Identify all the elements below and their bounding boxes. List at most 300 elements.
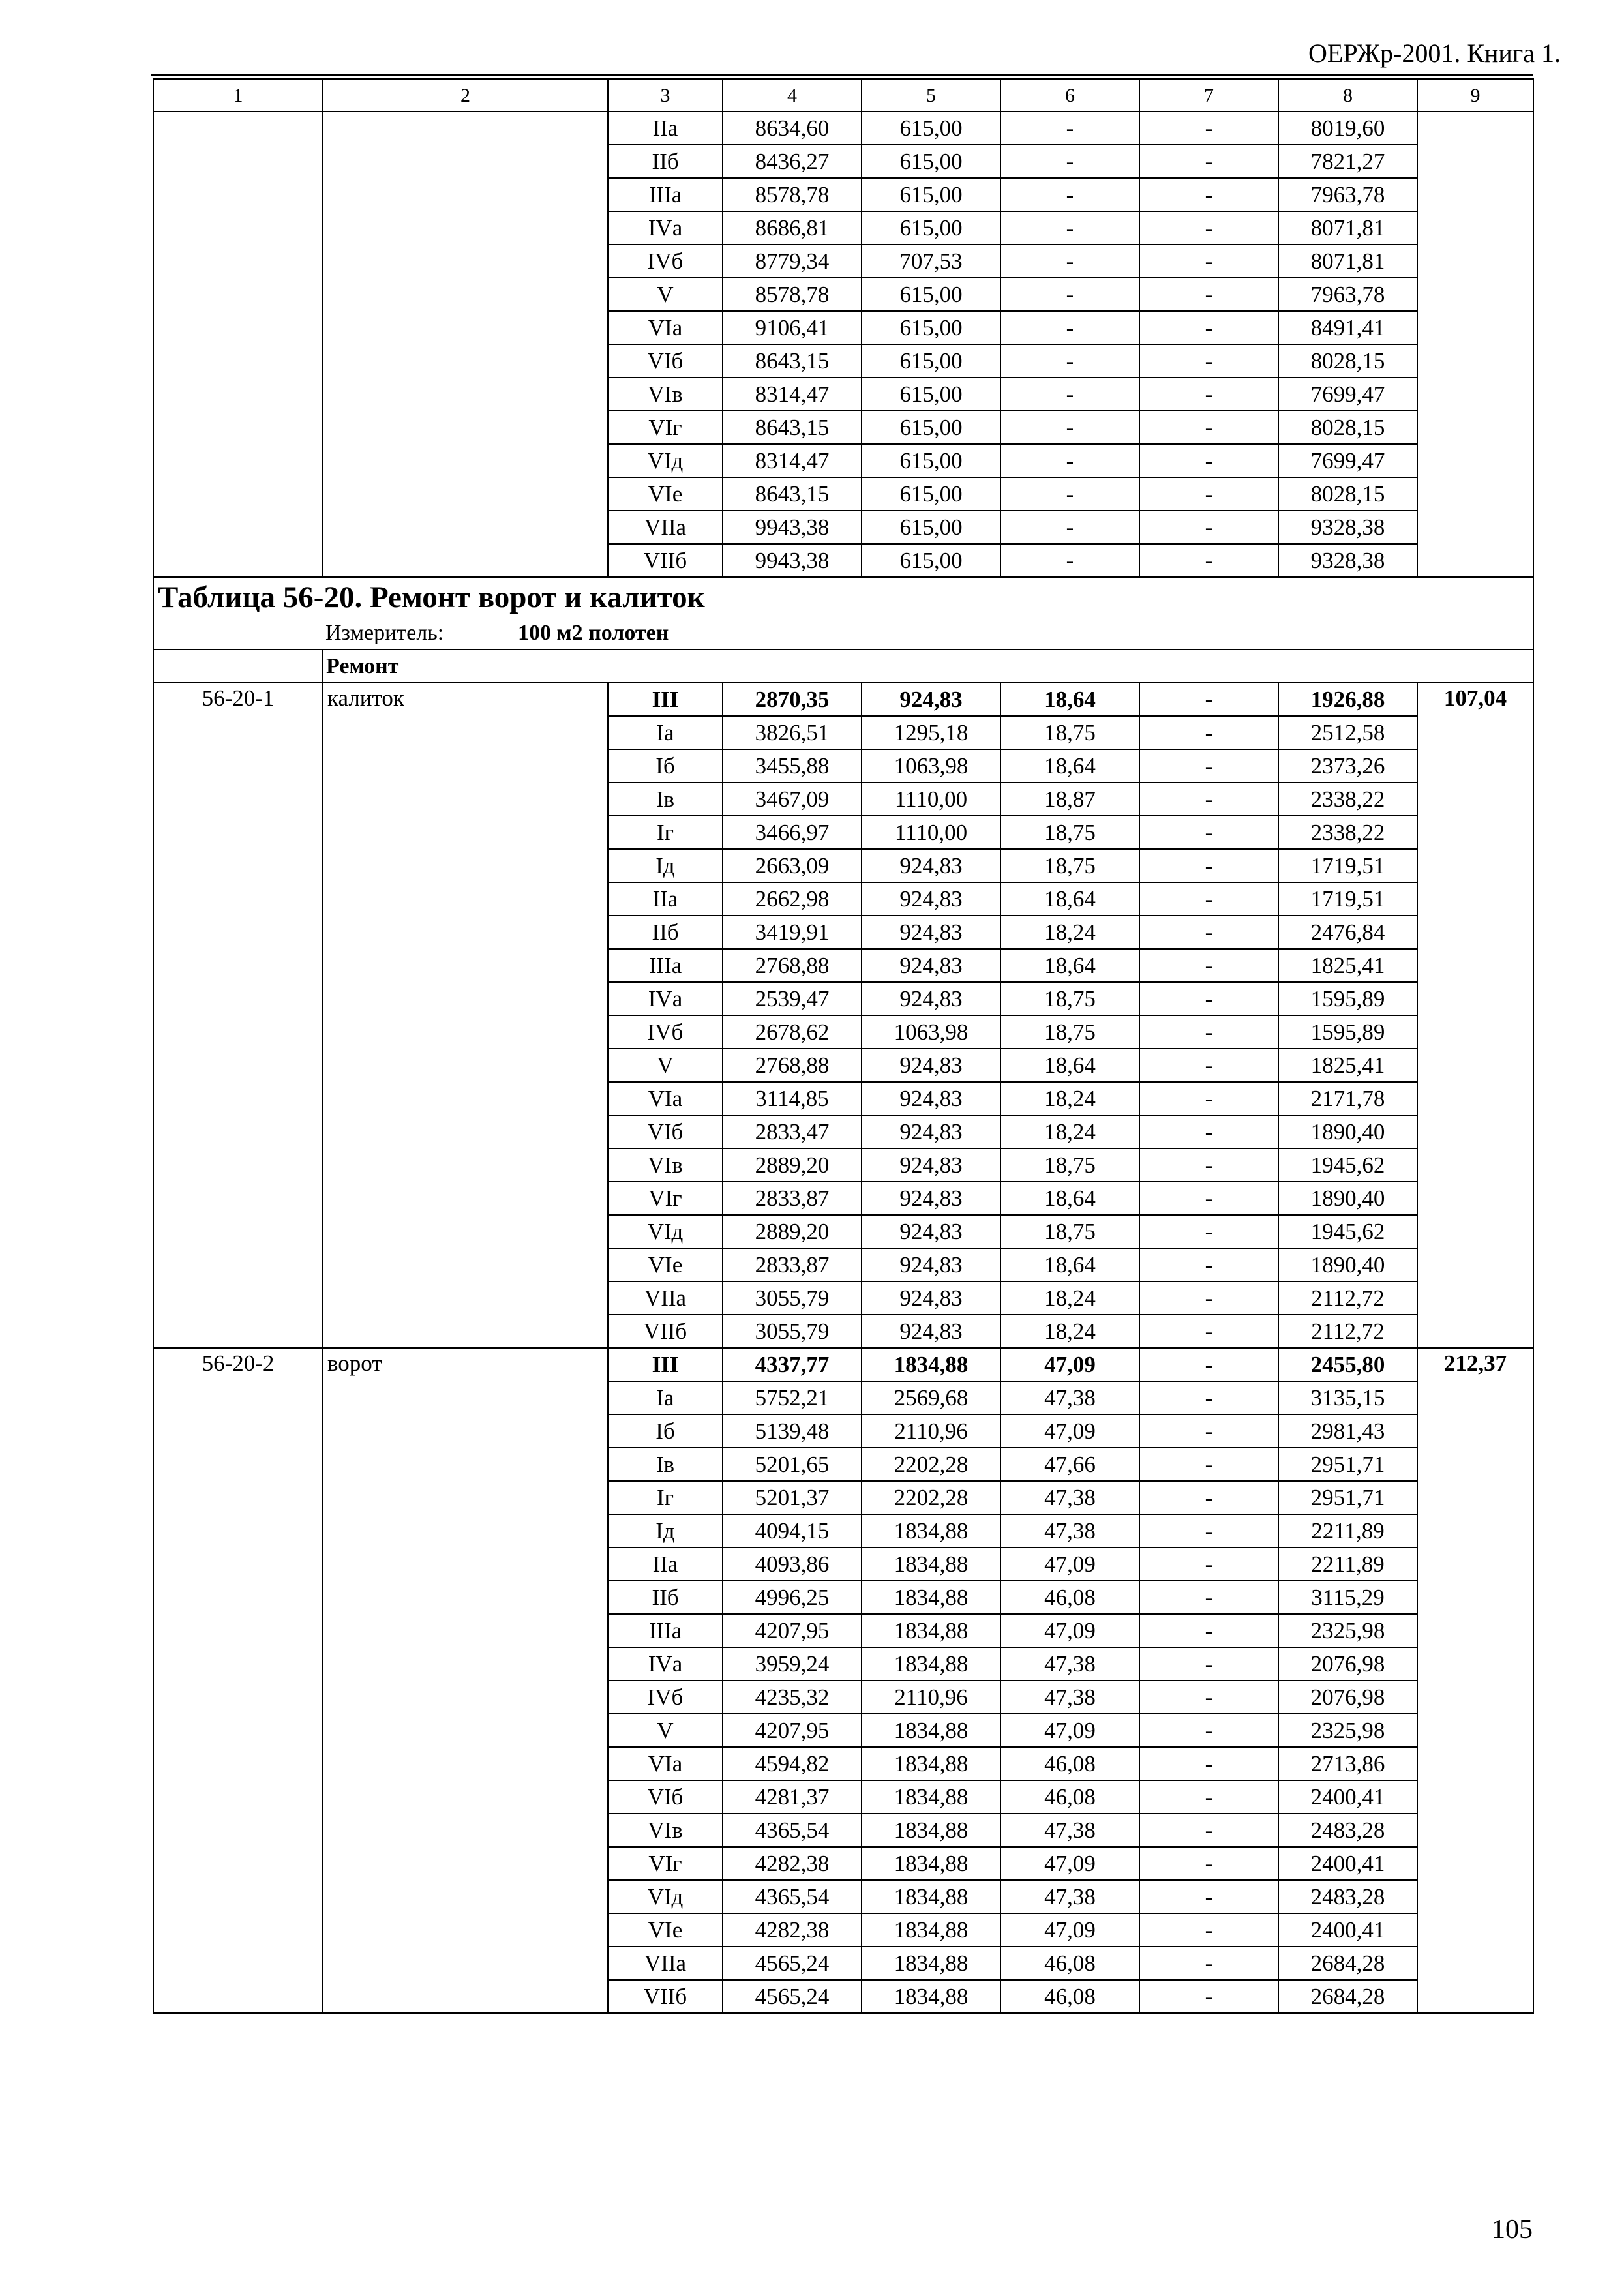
value-cell: Iг [608,1481,723,1514]
value-cell: 1834,88 [862,1947,1000,1980]
value-cell: 9106,41 [723,311,862,344]
value-cell: IIб [608,145,723,178]
value-cell: V [608,278,723,311]
column-number-cell: 3 [608,79,723,112]
value-cell: 2338,22 [1278,783,1417,816]
value-cell: IIIа [608,178,723,211]
value-cell: 924,83 [862,1215,1000,1248]
value-cell: VIIа [608,1281,723,1315]
value-cell: - [1139,1281,1278,1315]
value-cell: VIа [608,1082,723,1115]
value-cell: VIб [608,344,723,378]
value-cell: - [1139,1647,1278,1681]
value-cell: 18,24 [1000,916,1139,949]
value-cell: VIв [608,378,723,411]
column-number-row [153,79,1533,112]
value-cell: - [1139,1315,1278,1348]
table-title: Таблица 56-20. Ремонт ворот и калиток [153,577,1533,617]
value-cell: - [1139,1548,1278,1581]
value-cell: 18,24 [1000,1082,1139,1115]
value-cell: 8028,15 [1278,411,1417,444]
value-cell: 18,64 [1000,683,1139,716]
value-cell: 1834,88 [862,1747,1000,1780]
value-cell: - [1139,1847,1278,1880]
value-cell: V [608,1714,723,1747]
value-cell: 7963,78 [1278,178,1417,211]
value-cell: - [1139,916,1278,949]
value-cell: 4594,82 [723,1747,862,1780]
value-cell: 7821,27 [1278,145,1417,178]
value-cell: 3114,85 [723,1082,862,1115]
value-cell: - [1139,1414,1278,1448]
value-cell: 2663,09 [723,849,862,882]
value-cell: 1595,89 [1278,1015,1417,1049]
page-header-title: ОЕРЖр-2001. Книга 1. [1308,38,1561,68]
value-cell: 2076,98 [1278,1647,1417,1681]
value-cell: 1945,62 [1278,1148,1417,1182]
value-cell: - [1139,1381,1278,1414]
column-number-cell: 7 [1139,79,1278,112]
value-cell: 8643,15 [723,344,862,378]
value-cell: 47,38 [1000,1647,1139,1681]
value-cell: 46,08 [1000,1581,1139,1614]
value-cell: 18,64 [1000,1248,1139,1281]
value-cell: - [1000,245,1139,278]
value-cell: - [1139,245,1278,278]
value-cell: 2325,98 [1278,1714,1417,1747]
value-cell: VIа [608,311,723,344]
value-cell: 2713,86 [1278,1747,1417,1780]
value-cell: 9328,38 [1278,511,1417,544]
value-cell: 615,00 [862,211,1000,245]
value-cell: - [1139,783,1278,816]
value-cell: 47,09 [1000,1348,1139,1381]
value-cell: 47,38 [1000,1381,1139,1414]
value-cell: 46,08 [1000,1947,1139,1980]
value-cell: 18,64 [1000,882,1139,916]
value-cell: 8643,15 [723,477,862,511]
value-cell: 2476,84 [1278,916,1417,949]
value-cell: 18,75 [1000,816,1139,849]
value-cell: 2202,28 [862,1481,1000,1514]
column-number-cell: 4 [723,79,862,112]
value-cell: 1890,40 [1278,1115,1417,1148]
item-name: калиток [323,683,608,1348]
value-cell: 8578,78 [723,178,862,211]
item-name: ворот [323,1348,608,2013]
value-cell: 5201,65 [723,1448,862,1481]
value-cell: 1890,40 [1278,1248,1417,1281]
value-cell: 3455,88 [723,749,862,783]
value-cell: 2483,28 [1278,1880,1417,1913]
value-cell: 1719,51 [1278,882,1417,916]
value-cell: 3959,24 [723,1647,862,1681]
value-cell: 3826,51 [723,716,862,749]
value-cell: - [1139,1115,1278,1148]
value-cell: 1825,41 [1278,1049,1417,1082]
value-cell: - [1139,882,1278,916]
value-cell: 47,38 [1000,1514,1139,1548]
value-cell: - [1139,112,1278,145]
value-cell: 1834,88 [862,1581,1000,1614]
value-cell: - [1139,444,1278,477]
value-cell: 1890,40 [1278,1182,1417,1215]
item-col9: 107,04 [1417,683,1533,1348]
page-number: 105 [1492,2215,1533,2245]
value-cell: 924,83 [862,982,1000,1015]
value-cell: 46,08 [1000,1980,1139,2013]
code-cell [153,112,323,577]
value-cell: 4337,77 [723,1348,862,1381]
value-cell: 615,00 [862,378,1000,411]
value-cell: 18,64 [1000,1049,1139,1082]
value-cell: IVб [608,1015,723,1049]
value-cell: 615,00 [862,544,1000,577]
value-cell: 2373,26 [1278,749,1417,783]
value-cell: 2889,20 [723,1215,862,1248]
value-cell: VIв [608,1148,723,1182]
value-cell: - [1139,1980,1278,2013]
value-cell: 3466,97 [723,816,862,849]
value-cell: Iг [608,816,723,849]
value-cell: 47,09 [1000,1714,1139,1747]
value-cell: 2512,58 [1278,716,1417,749]
value-cell: 47,09 [1000,1414,1139,1448]
value-cell: VIв [608,1814,723,1847]
value-cell: 924,83 [862,1248,1000,1281]
value-cell: IVа [608,211,723,245]
value-cell: Iд [608,1514,723,1548]
value-cell: 2110,96 [862,1414,1000,1448]
value-cell: - [1139,477,1278,511]
value-cell: - [1139,1182,1278,1215]
value-cell: 924,83 [862,849,1000,882]
value-cell: 615,00 [862,344,1000,378]
value-cell: - [1139,1714,1278,1747]
value-cell: - [1139,716,1278,749]
value-cell: Iв [608,1448,723,1481]
value-cell: 1834,88 [862,1614,1000,1647]
value-cell: 2870,35 [723,683,862,716]
value-cell: 4565,24 [723,1947,862,1980]
value-cell: IIа [608,112,723,145]
value-cell: 2833,87 [723,1182,862,1215]
value-cell: 18,75 [1000,1015,1139,1049]
value-cell: 4365,54 [723,1814,862,1847]
value-cell: 924,83 [862,1281,1000,1315]
value-cell: - [1000,278,1139,311]
value-cell: 2833,47 [723,1115,862,1148]
value-cell: 47,38 [1000,1681,1139,1714]
value-cell: - [1000,311,1139,344]
measure-row [153,617,1533,650]
value-cell: 5201,37 [723,1481,862,1514]
value-cell: - [1000,544,1139,577]
value-cell: 924,83 [862,949,1000,982]
value-cell: 4282,38 [723,1913,862,1947]
value-cell: 18,75 [1000,849,1139,882]
value-cell: 924,83 [862,1182,1000,1215]
value-cell: 1945,62 [1278,1215,1417,1248]
value-cell: 3135,15 [1278,1381,1417,1414]
value-cell: - [1139,1814,1278,1847]
value-cell: - [1000,378,1139,411]
column-number-cell: 6 [1000,79,1139,112]
value-cell: VIIб [608,1315,723,1348]
value-cell: IIа [608,1548,723,1581]
value-cell: 707,53 [862,245,1000,278]
value-cell: 4235,32 [723,1681,862,1714]
measure-cell [323,617,1533,650]
value-cell: 4282,38 [723,1847,862,1880]
value-cell: VIе [608,1248,723,1281]
value-cell: 18,64 [1000,1182,1139,1215]
value-cell: 47,38 [1000,1481,1139,1514]
value-cell: - [1139,1049,1278,1082]
value-cell: 1825,41 [1278,949,1417,982]
value-cell: - [1139,511,1278,544]
measure-unit: 100 м2 полотен [518,620,669,645]
value-cell: VIг [608,1847,723,1880]
value-cell: 615,00 [862,278,1000,311]
table-title-row [153,577,1533,617]
value-cell: 4094,15 [723,1514,862,1548]
value-cell: 9943,38 [723,544,862,577]
item-col9: 212,37 [1417,1348,1533,2013]
value-cell: 18,24 [1000,1281,1139,1315]
value-cell: 924,83 [862,683,1000,716]
value-cell: - [1139,1614,1278,1647]
value-cell: 18,75 [1000,716,1139,749]
value-cell: - [1139,1747,1278,1780]
value-cell: 1834,88 [862,1780,1000,1814]
value-cell: 2483,28 [1278,1814,1417,1847]
value-cell: - [1139,544,1278,577]
table-row [153,683,1533,716]
value-cell: VIе [608,477,723,511]
value-cell: IIIа [608,1614,723,1647]
value-cell: 8686,81 [723,211,862,245]
value-cell: 924,83 [862,1315,1000,1348]
value-cell: - [1139,1215,1278,1248]
value-cell: 18,87 [1000,783,1139,816]
value-cell: 8578,78 [723,278,862,311]
value-cell: - [1139,982,1278,1015]
value-cell: - [1139,1248,1278,1281]
value-cell: 2338,22 [1278,816,1417,849]
value-cell: 2171,78 [1278,1082,1417,1115]
value-cell: 8436,27 [723,145,862,178]
value-cell: 2112,72 [1278,1281,1417,1315]
value-cell: 615,00 [862,511,1000,544]
value-cell: 615,00 [862,145,1000,178]
value-cell: 8019,60 [1278,112,1417,145]
value-cell: 1295,18 [862,716,1000,749]
value-cell: VIIб [608,544,723,577]
value-cell: - [1000,178,1139,211]
value-cell: 2110,96 [862,1681,1000,1714]
value-cell: 4281,37 [723,1780,862,1814]
value-cell: 2662,98 [723,882,862,916]
value-cell: IIа [608,882,723,916]
value-cell: - [1139,949,1278,982]
value-cell: - [1000,511,1139,544]
value-cell: - [1139,1448,1278,1481]
value-cell: 615,00 [862,178,1000,211]
value-cell: - [1139,278,1278,311]
value-cell: 2981,43 [1278,1414,1417,1448]
value-cell: 4207,95 [723,1614,862,1647]
value-cell: 18,75 [1000,1148,1139,1182]
value-cell: Iа [608,1381,723,1414]
column-number-cell: 2 [323,79,608,112]
value-cell: 18,24 [1000,1115,1139,1148]
value-cell: - [1139,1780,1278,1814]
value-cell: 18,24 [1000,1315,1139,1348]
value-cell: - [1139,683,1278,716]
value-cell: 1110,00 [862,783,1000,816]
value-cell: - [1139,1481,1278,1514]
value-cell: - [1139,749,1278,783]
value-cell: 2768,88 [723,1049,862,1082]
value-cell: IVа [608,982,723,1015]
value-cell: IVа [608,1647,723,1681]
value-cell: - [1139,344,1278,378]
value-cell: 2889,20 [723,1148,862,1182]
value-cell: VIа [608,1747,723,1780]
value-cell: 4565,24 [723,1980,862,2013]
value-cell: VIб [608,1115,723,1148]
value-cell: 2569,68 [862,1381,1000,1414]
value-cell: 5752,21 [723,1381,862,1414]
value-cell: 47,09 [1000,1847,1139,1880]
value-cell: 47,09 [1000,1913,1139,1947]
value-cell: 2211,89 [1278,1514,1417,1548]
value-cell: 924,83 [862,1148,1000,1182]
value-cell: 2539,47 [723,982,862,1015]
value-cell: 1063,98 [862,1015,1000,1049]
value-cell: 2400,41 [1278,1780,1417,1814]
value-cell: - [1139,1947,1278,1980]
column-number-cell: 1 [153,79,323,112]
value-cell: 18,64 [1000,949,1139,982]
value-cell: 2951,71 [1278,1481,1417,1514]
value-cell: 4365,54 [723,1880,862,1913]
value-cell: 615,00 [862,112,1000,145]
value-cell: 615,00 [862,411,1000,444]
value-cell: 46,08 [1000,1747,1139,1780]
value-cell: 2951,71 [1278,1448,1417,1481]
value-cell: 47,09 [1000,1614,1139,1647]
value-cell: 9328,38 [1278,544,1417,577]
value-cell: - [1000,344,1139,378]
value-cell: 2684,28 [1278,1980,1417,2013]
section-label: Ремонт [323,650,1533,683]
value-cell: 8643,15 [723,411,862,444]
rates-table [153,78,1534,2014]
value-cell: IIб [608,1581,723,1614]
value-cell: 2076,98 [1278,1681,1417,1714]
value-cell: 924,83 [862,1115,1000,1148]
column-number-cell: 5 [862,79,1000,112]
value-cell: 8071,81 [1278,245,1417,278]
value-cell: 1834,88 [862,1847,1000,1880]
value-cell: - [1139,1913,1278,1947]
value-cell: 615,00 [862,444,1000,477]
col9-cell [1417,112,1533,577]
value-cell: 2211,89 [1278,1548,1417,1581]
value-cell: 18,75 [1000,982,1139,1015]
value-cell: 2684,28 [1278,1947,1417,1980]
table-row [153,1348,1533,1381]
value-cell: 1834,88 [862,1514,1000,1548]
value-cell: 3419,91 [723,916,862,949]
value-cell: VIд [608,1215,723,1248]
value-cell: - [1000,444,1139,477]
value-cell: Iв [608,783,723,816]
item-code: 56-20-1 [153,683,323,1348]
value-cell: VIд [608,444,723,477]
value-cell: 8634,60 [723,112,862,145]
value-cell: 924,83 [862,916,1000,949]
value-cell: 47,09 [1000,1548,1139,1581]
value-cell: VIб [608,1780,723,1814]
value-cell: - [1139,211,1278,245]
value-cell: 1834,88 [862,1348,1000,1381]
value-cell: - [1139,311,1278,344]
value-cell: - [1139,816,1278,849]
value-cell: Iб [608,749,723,783]
value-cell: 8491,41 [1278,311,1417,344]
value-cell: VIд [608,1880,723,1913]
value-cell: IVб [608,245,723,278]
value-cell: 9943,38 [723,511,862,544]
header-rule [151,74,1533,76]
value-cell: 1834,88 [862,1548,1000,1581]
value-cell: - [1000,411,1139,444]
value-cell: 924,83 [862,1049,1000,1082]
value-cell: - [1139,378,1278,411]
value-cell: 2678,62 [723,1015,862,1049]
value-cell: VIIа [608,1947,723,1980]
value-cell: - [1000,477,1139,511]
value-cell: 8314,47 [723,444,862,477]
value-cell: 2768,88 [723,949,862,982]
value-cell: 3115,29 [1278,1581,1417,1614]
value-cell: - [1139,1148,1278,1182]
value-cell: 2400,41 [1278,1913,1417,1947]
value-cell: - [1000,211,1139,245]
value-cell: Iб [608,1414,723,1448]
value-cell: - [1139,849,1278,882]
value-cell: 1063,98 [862,749,1000,783]
value-cell: 47,38 [1000,1880,1139,1913]
value-cell: 46,08 [1000,1780,1139,1814]
value-cell: 8779,34 [723,245,862,278]
value-cell: 8071,81 [1278,211,1417,245]
value-cell: 1595,89 [1278,982,1417,1015]
value-cell: 8314,47 [723,378,862,411]
value-cell: 1110,00 [862,816,1000,849]
measure-label: Измеритель: [325,620,444,645]
table-row [153,112,1533,145]
value-cell: 924,83 [862,882,1000,916]
value-cell: 615,00 [862,311,1000,344]
value-cell: 2455,80 [1278,1348,1417,1381]
value-cell: 47,38 [1000,1814,1139,1847]
value-cell: VIIа [608,511,723,544]
section-row [153,650,1533,683]
